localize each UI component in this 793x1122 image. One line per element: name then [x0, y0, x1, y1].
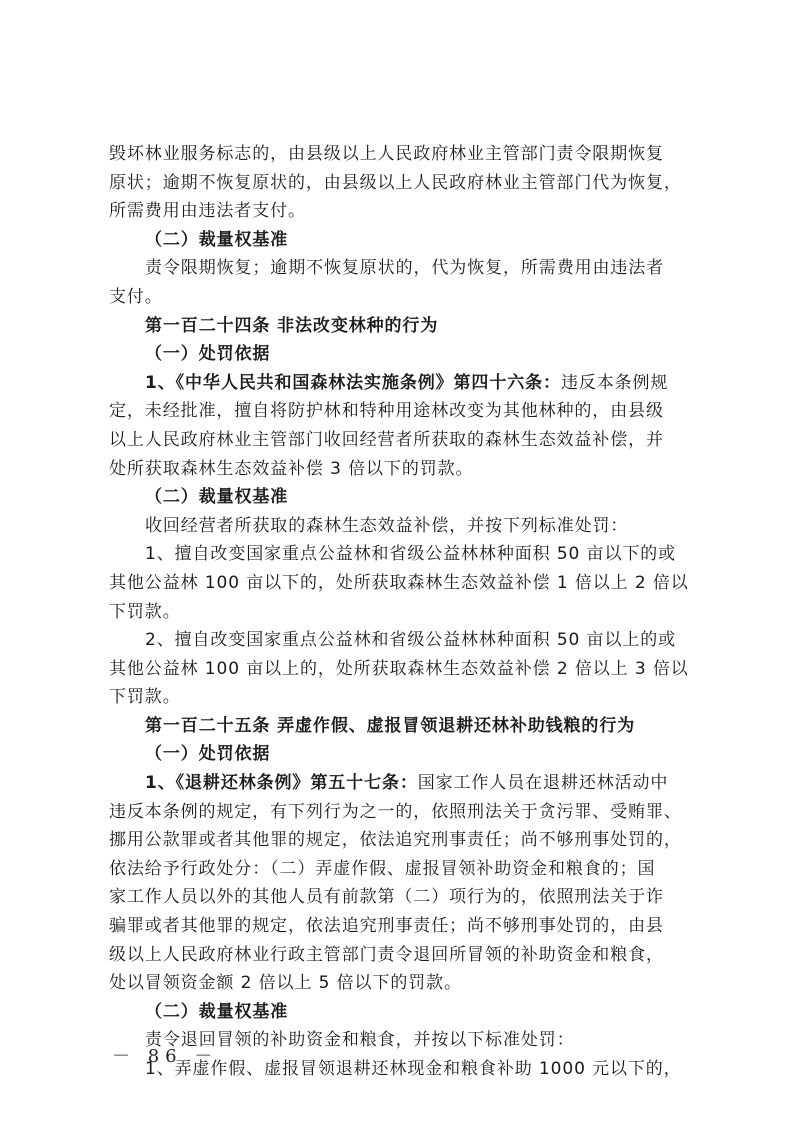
text-line [109, 369, 689, 398]
text-line: 其他公益林 100 亩以上的，处所获取森林生态效益补偿 2 倍以上 3 倍以 [109, 658, 689, 679]
text-line: 毁坏林业服务标志的，由县级以上人民政府林业主管部门责令限期恢复 [109, 144, 664, 164]
document-body [109, 140, 689, 1084]
text-line: （一）处罚依据 [145, 344, 271, 365]
text-line: 以上人民政府林业主管部门收回经营者所获取的森林生态效益补偿，并 [109, 429, 664, 450]
text-line: 所需费用由违法者支付。 [109, 201, 306, 222]
page-number: － 86 － [112, 1046, 219, 1067]
text-line: 2、擅自改变国家重点公益林和省级公益林林种面积 50 亩以上的或 [145, 630, 677, 651]
text-line: 责令限期恢复；逾期不恢复原状的，代为恢复，所需费用由违法者 [145, 258, 665, 279]
text-line: 支付。 [109, 286, 163, 307]
text-line: 违反本条例的规定，有下列行为之一的，依照刑法关于贪污罪、受贿罪、 [109, 801, 682, 822]
text-line: 依法给予行政处分：（二）弄虚作假、虚报冒领补助资金和粮食的；国 [109, 858, 656, 879]
text-line: 家工作人员以外的其他人员有前款第（二）项行为的，依照刑法关于诈 [109, 887, 664, 908]
text-line: 收回经营者所获取的森林生态效益补偿，并按下列标准处罚： [145, 515, 629, 536]
text-line: （二）裁量权基准 [145, 487, 289, 508]
text-line: （一）处罚依据 [145, 744, 271, 765]
text-line: 下罚款。 [109, 601, 181, 622]
text-line: 第一百二十五条 弄虚作假、虚报冒领退耕还林补助钱粮的行为 [145, 715, 636, 736]
text-line: （二）裁量权基准 [145, 229, 289, 250]
text-line: 下罚款。 [109, 687, 181, 708]
line-rest: 国家工作人员在退耕还林活动中 [417, 773, 669, 794]
text-line: 1、弄虚作假、虚报冒领退耕还林现金和粮食补助 1000 元以下的， [145, 1059, 682, 1079]
text-line: 处所获取森林生态效益补偿 3 倍以下的罚款。 [109, 458, 474, 479]
text-line: 原状；逾期不恢复原状的，由县级以上人民政府林业主管部门代为恢复， [109, 172, 682, 193]
text-line [109, 769, 689, 798]
line-bold-prefix: 1、《退耕还林条例》第五十七条： [145, 773, 418, 794]
text-line: （二）裁量权基准 [145, 1001, 289, 1022]
line-bold-prefix: 1、《中华人民共和国森林法实施条例》第四十六条： [145, 372, 561, 393]
text-line: 第一百二十四条 非法改变林种的行为 [145, 315, 439, 336]
text-line: 其他公益林 100 亩以下的，处所获取森林生态效益补偿 1 倍以上 2 倍以 [109, 572, 689, 593]
text-line: 级以上人民政府林业行政主管部门责令退回所冒领的补助资金和粮食， [109, 944, 664, 965]
text-line: 定，未经批准，擅自将防护林和特种用途林改变为其他林种的，由县级 [109, 401, 664, 422]
text-line: 处以冒领资金额 2 倍以上 5 倍以下的罚款。 [109, 973, 462, 994]
text-line: 挪用公款罪或者其他罪的规定，依法追究刑事责任；尚不够刑事处罚的， [109, 830, 682, 851]
text-line: 责令退回冒领的补助资金和粮食，并按以下标准处罚： [145, 1030, 575, 1051]
line-rest: 违反本条例规 [560, 372, 669, 393]
text-line: 骗罪或者其他罪的规定，依法追究刑事责任；尚不够刑事处罚的，由县 [109, 916, 664, 937]
text-line: 1、擅自改变国家重点公益林和省级公益林林种面积 50 亩以下的或 [145, 544, 677, 565]
